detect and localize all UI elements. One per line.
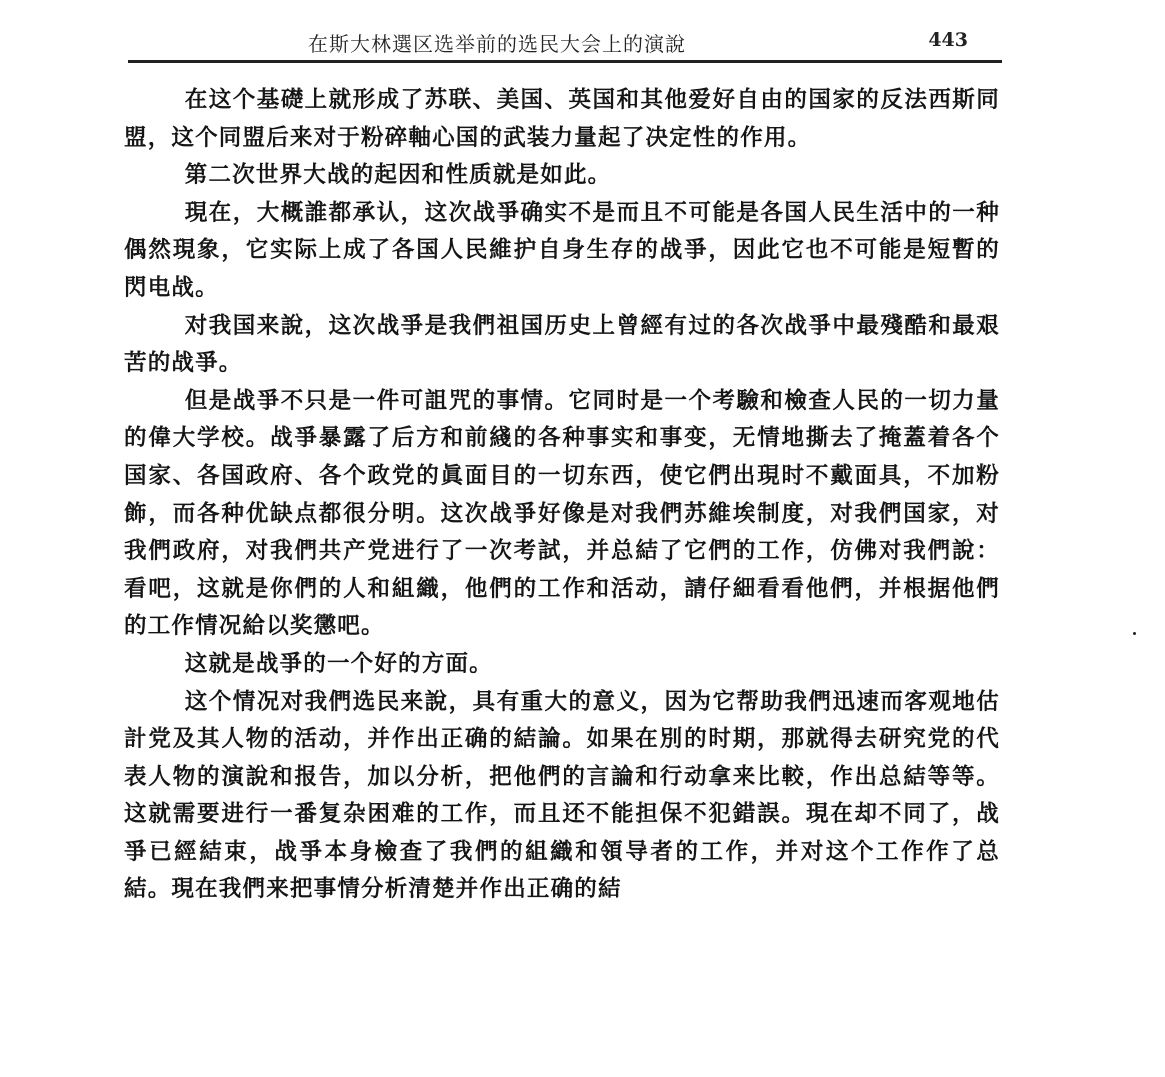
body-text bbox=[124, 82, 1000, 909]
scan-speck bbox=[1133, 632, 1136, 635]
page-number: 443 bbox=[928, 29, 968, 51]
paragraph: 在这个基礎上就形成了苏联、美国、英国和其他爱好自由的国家的反法西斯同盟，这个同盟后来对于粉碎軸心国的武装力量起了决定性的作用。 bbox=[124, 87, 1000, 151]
paragraph: 第二次世界大战的起因和性质就是如此。 bbox=[184, 162, 612, 189]
header-rule bbox=[128, 60, 1002, 63]
running-title: 在斯大林選区选举前的选民大会上的演說 bbox=[308, 32, 686, 56]
running-head bbox=[128, 28, 998, 58]
paragraph: 这就是战爭的一个好的方面。 bbox=[184, 650, 493, 677]
paragraph: 这个情况对我們选民来說，具有重大的意义，因为它帮助我們迅速而客观地估計党及其人物的活动，并作出正确的結論。如果在別的时期，那就得去研究党的代表人物的演說和报告，加以分析，把他們的言論和行动拿来比較，作出总結等等。这就需要进行一番复杂困难的工作，而且还不能担保不犯錯誤。現在却不同了，战爭已經結束，战爭本身檢查了我們的組織和領导者的工作，并对这个工作作了总結。現在我們来把事情分析清楚并作出正确的結 bbox=[124, 688, 1000, 903]
paragraph: 但是战爭不只是一件可詛咒的事情。它同时是一个考驗和檢查人民的一切力量的偉大学校。战爭暴露了后方和前綫的各种事实和事变，无情地撕去了掩蓋着各个国家、各国政府、各个政党的眞面目的一切东西，使它們出現时不戴面具，不加粉飾，而各种优缺点都很分明。这次战爭好像是对我們苏維埃制度，对我們国家，对我們政府，对我們共产党进行了一次考試，并总結了它們的工作，仿佛对我們說：看吧，这就是你們的人和組織，他們的工作和活动，請仔細看看他們，并根据他們的工作情况給以奖懲吧。 bbox=[124, 387, 1000, 640]
paragraph: 現在，大概誰都承认，这次战爭确实不是而且不可能是各国人民生活中的一种偶然現象，它实际上成了各国人民維护自身生存的战爭，因此它也不可能是短暫的閃电战。 bbox=[124, 199, 1000, 301]
paragraph: 对我国来說，这次战爭是我們祖国历史上曾經有过的各次战爭中最殘酷和最艰苦的战爭。 bbox=[124, 312, 1000, 377]
